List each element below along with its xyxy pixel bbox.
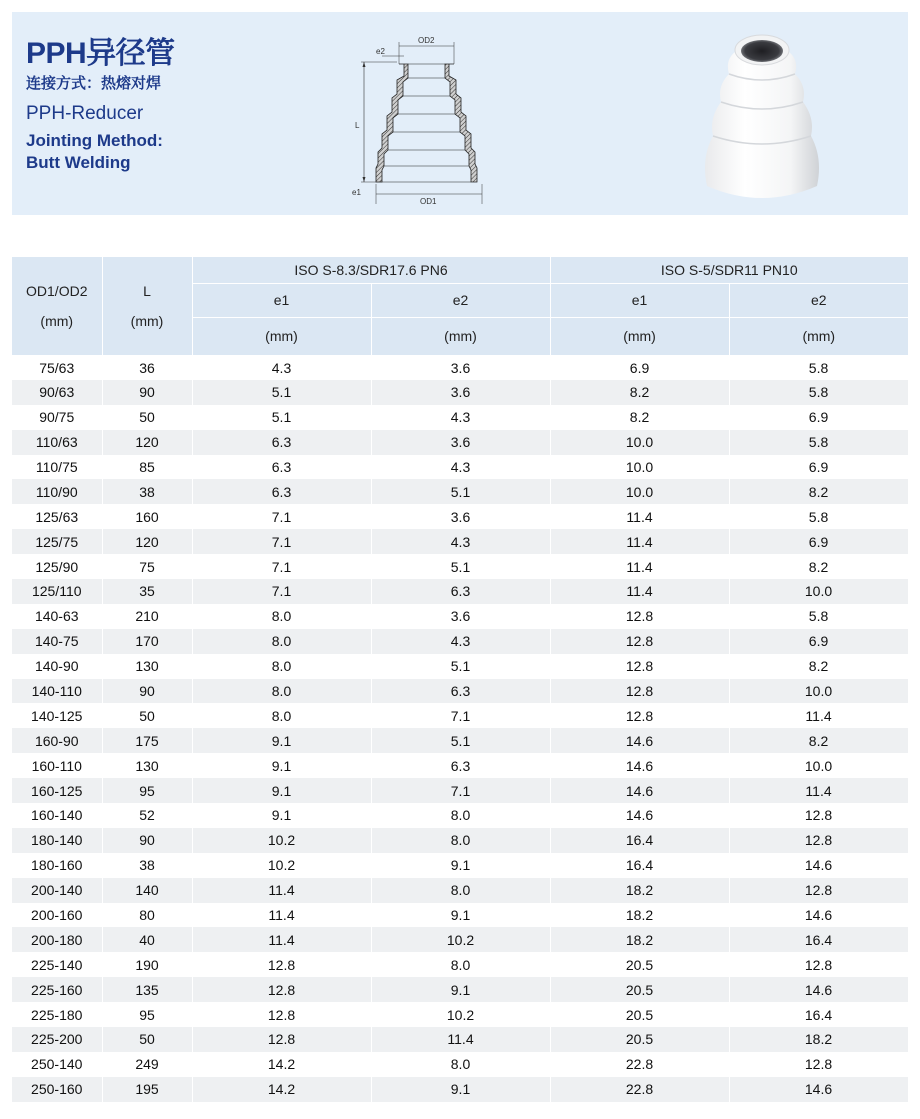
- header-unit-e1-pn6: (mm): [192, 317, 371, 355]
- cell-od: 180-140: [12, 828, 102, 853]
- cell-e2-pn6: 3.6: [371, 355, 550, 380]
- cell-e2-pn10: 6.9: [729, 529, 908, 554]
- cell-e2-pn10: 12.8: [729, 878, 908, 903]
- cell-e2-pn6: 7.1: [371, 778, 550, 803]
- product-title-cn: PPH异径管: [26, 37, 175, 70]
- table-row: [12, 977, 908, 1002]
- cell-e1-pn10: 11.4: [550, 579, 729, 604]
- cell-e2-pn10: 10.0: [729, 579, 908, 604]
- table-row: [12, 1002, 908, 1027]
- cell-e1-pn6: 12.8: [192, 1002, 371, 1027]
- header-od-label: OD1/OD2: [26, 282, 88, 299]
- cell-l: 190: [102, 952, 192, 977]
- cell-e1-pn10: 12.8: [550, 629, 729, 654]
- cell-e1-pn10: 18.2: [550, 878, 729, 903]
- cell-e1-pn10: 11.4: [550, 554, 729, 579]
- cell-e1-pn6: 14.2: [192, 1052, 371, 1077]
- cell-e1-pn6: 6.3: [192, 455, 371, 480]
- technical-drawing: [342, 24, 487, 209]
- cell-e1-pn6: 6.3: [192, 430, 371, 455]
- table-row: [12, 728, 908, 753]
- cell-e1-pn6: 8.0: [192, 629, 371, 654]
- cell-od: 180-160: [12, 853, 102, 878]
- label-e2: e2: [376, 47, 385, 56]
- cell-od: 160-90: [12, 728, 102, 753]
- cell-e1-pn6: 5.1: [192, 380, 371, 405]
- cell-e2-pn10: 8.2: [729, 554, 908, 579]
- cell-l: 38: [102, 853, 192, 878]
- cell-l: 90: [102, 380, 192, 405]
- label-e1: e1: [352, 188, 361, 197]
- table-row: [12, 1077, 908, 1102]
- cell-l: 35: [102, 579, 192, 604]
- cell-e2-pn10: 14.6: [729, 1077, 908, 1102]
- cell-e2-pn6: 7.1: [371, 703, 550, 728]
- cell-od: 140-110: [12, 679, 102, 704]
- table-row: [12, 380, 908, 405]
- cell-e2-pn10: 11.4: [729, 778, 908, 803]
- cell-e1-pn6: 11.4: [192, 903, 371, 928]
- cell-od: 250-160: [12, 1077, 102, 1102]
- cell-e1-pn6: 7.1: [192, 554, 371, 579]
- cell-l: 50: [102, 405, 192, 430]
- cell-l: 38: [102, 479, 192, 504]
- cell-e2-pn6: 3.6: [371, 604, 550, 629]
- table-row: [12, 629, 908, 654]
- cell-e1-pn10: 12.8: [550, 604, 729, 629]
- cell-e2-pn10: 5.8: [729, 504, 908, 529]
- header-e1-pn6: e1: [192, 283, 371, 317]
- cell-e2-pn10: 18.2: [729, 1027, 908, 1052]
- cell-e2-pn6: 6.3: [371, 679, 550, 704]
- cell-e2-pn10: 8.2: [729, 479, 908, 504]
- table-row: [12, 878, 908, 903]
- cell-e1-pn6: 11.4: [192, 927, 371, 952]
- cell-e1-pn10: 16.4: [550, 853, 729, 878]
- cell-e2-pn10: 11.4: [729, 703, 908, 728]
- cell-od: 200-160: [12, 903, 102, 928]
- cell-e2-pn6: 8.0: [371, 878, 550, 903]
- cell-e1-pn6: 8.0: [192, 654, 371, 679]
- header-e2-pn10: e2: [729, 283, 908, 317]
- cell-l: 75: [102, 554, 192, 579]
- cell-l: 40: [102, 927, 192, 952]
- cell-e2-pn10: 14.6: [729, 853, 908, 878]
- cell-e1-pn10: 14.6: [550, 803, 729, 828]
- cell-e2-pn10: 14.6: [729, 977, 908, 1002]
- cell-e2-pn6: 9.1: [371, 977, 550, 1002]
- table-row: [12, 554, 908, 579]
- cell-od: 125/110: [12, 579, 102, 604]
- cell-e2-pn10: 6.9: [729, 629, 908, 654]
- cell-l: 160: [102, 504, 192, 529]
- cell-e2-pn10: 5.8: [729, 355, 908, 380]
- cell-e2-pn6: 3.6: [371, 430, 550, 455]
- cell-e2-pn6: 5.1: [371, 728, 550, 753]
- cell-e1-pn10: 20.5: [550, 1002, 729, 1027]
- cell-e1-pn10: 14.6: [550, 728, 729, 753]
- cell-e1-pn10: 20.5: [550, 1027, 729, 1052]
- cell-od: 160-110: [12, 753, 102, 778]
- cell-e1-pn10: 18.2: [550, 927, 729, 952]
- cell-e2-pn10: 10.0: [729, 679, 908, 704]
- cell-od: 200-140: [12, 878, 102, 903]
- product-photo: [687, 18, 837, 208]
- cell-e2-pn6: 9.1: [371, 903, 550, 928]
- cell-l: 140: [102, 878, 192, 903]
- cell-e1-pn10: 8.2: [550, 405, 729, 430]
- cell-e1-pn10: 22.8: [550, 1077, 729, 1102]
- cell-e2-pn6: 3.6: [371, 504, 550, 529]
- spec-table: [12, 257, 909, 1102]
- cell-e1-pn6: 9.1: [192, 803, 371, 828]
- cell-e1-pn6: 11.4: [192, 878, 371, 903]
- cell-od: 250-140: [12, 1052, 102, 1077]
- cell-e2-pn6: 5.1: [371, 479, 550, 504]
- cell-e2-pn10: 12.8: [729, 803, 908, 828]
- cell-e2-pn10: 14.6: [729, 903, 908, 928]
- table-row: [12, 753, 908, 778]
- cell-e1-pn6: 9.1: [192, 753, 371, 778]
- label-od2: OD2: [418, 36, 435, 45]
- table-row: [12, 405, 908, 430]
- cell-e1-pn6: 8.0: [192, 679, 371, 704]
- cell-e2-pn10: 5.8: [729, 430, 908, 455]
- cell-e2-pn6: 4.3: [371, 629, 550, 654]
- table-row: [12, 654, 908, 679]
- cell-e1-pn6: 10.2: [192, 853, 371, 878]
- table-row: [12, 853, 908, 878]
- cell-od: 125/75: [12, 529, 102, 554]
- header-e1-pn10: e1: [550, 283, 729, 317]
- cell-e2-pn6: 9.1: [371, 1077, 550, 1102]
- cell-e2-pn6: 5.1: [371, 554, 550, 579]
- cell-e2-pn6: 8.0: [371, 952, 550, 977]
- cell-l: 120: [102, 529, 192, 554]
- cell-e2-pn10: 12.8: [729, 952, 908, 977]
- table-row: [12, 1052, 908, 1077]
- cell-e2-pn6: 4.3: [371, 529, 550, 554]
- table-row: [12, 579, 908, 604]
- cell-od: 90/75: [12, 405, 102, 430]
- cell-e2-pn10: 16.4: [729, 927, 908, 952]
- cell-e2-pn10: 12.8: [729, 1052, 908, 1077]
- cell-e2-pn6: 4.3: [371, 455, 550, 480]
- cell-od: 225-200: [12, 1027, 102, 1052]
- cell-od: 110/63: [12, 430, 102, 455]
- cell-l: 50: [102, 703, 192, 728]
- header-l: [102, 257, 192, 355]
- cell-e1-pn10: 22.8: [550, 1052, 729, 1077]
- cell-l: 130: [102, 654, 192, 679]
- header-unit-e2-pn10: (mm): [729, 317, 908, 355]
- table-row: [12, 529, 908, 554]
- table-row: [12, 927, 908, 952]
- cell-l: 135: [102, 977, 192, 1002]
- cell-e2-pn10: 10.0: [729, 753, 908, 778]
- table-row: [12, 455, 908, 480]
- cell-e1-pn6: 8.0: [192, 703, 371, 728]
- cell-e2-pn10: 6.9: [729, 405, 908, 430]
- cell-od: 140-75: [12, 629, 102, 654]
- cell-e2-pn6: 3.6: [371, 380, 550, 405]
- cell-e1-pn10: 8.2: [550, 380, 729, 405]
- jointing-method-value-en: Butt Welding: [26, 153, 131, 172]
- cell-e1-pn6: 7.1: [192, 529, 371, 554]
- table-row: [12, 679, 908, 704]
- cell-l: 95: [102, 778, 192, 803]
- cell-e1-pn10: 11.4: [550, 504, 729, 529]
- cell-e2-pn6: 4.3: [371, 405, 550, 430]
- cell-e1-pn10: 16.4: [550, 828, 729, 853]
- cell-e1-pn10: 14.6: [550, 753, 729, 778]
- label-l: L: [355, 121, 360, 130]
- cell-od: 160-140: [12, 803, 102, 828]
- table-row: [12, 430, 908, 455]
- cell-od: 125/63: [12, 504, 102, 529]
- cell-e2-pn6: 6.3: [371, 753, 550, 778]
- cell-e1-pn10: 12.8: [550, 679, 729, 704]
- cell-e1-pn10: 10.0: [550, 455, 729, 480]
- cell-l: 120: [102, 430, 192, 455]
- label-od1: OD1: [420, 197, 437, 206]
- jointing-method-cn: 连接方式：热熔对焊: [26, 75, 162, 92]
- cell-e1-pn10: 11.4: [550, 529, 729, 554]
- cell-e2-pn6: 8.0: [371, 1052, 550, 1077]
- cell-l: 36: [102, 355, 192, 380]
- cell-od: 140-63: [12, 604, 102, 629]
- table-row: [12, 604, 908, 629]
- header-unit-e2-pn6: (mm): [371, 317, 550, 355]
- cell-e2-pn6: 10.2: [371, 927, 550, 952]
- cell-e1-pn6: 9.1: [192, 728, 371, 753]
- cell-l: 80: [102, 903, 192, 928]
- table-row: [12, 803, 908, 828]
- cell-e2-pn10: 12.8: [729, 828, 908, 853]
- cell-e1-pn10: 20.5: [550, 977, 729, 1002]
- header-od-unit: (mm): [40, 312, 74, 329]
- cell-e2-pn10: 5.8: [729, 380, 908, 405]
- cell-e1-pn10: 10.0: [550, 479, 729, 504]
- jointing-method-label-en: Jointing Method:: [26, 131, 163, 150]
- cell-l: 90: [102, 828, 192, 853]
- cell-e1-pn10: 14.6: [550, 778, 729, 803]
- cell-e1-pn6: 10.2: [192, 828, 371, 853]
- table-row: [12, 355, 908, 380]
- cell-e1-pn6: 8.0: [192, 604, 371, 629]
- cell-e1-pn10: 6.9: [550, 355, 729, 380]
- header-od: [12, 257, 102, 355]
- cell-od: 75/63: [12, 355, 102, 380]
- title-block: [26, 36, 175, 174]
- cell-l: 85: [102, 455, 192, 480]
- cell-od: 160-125: [12, 778, 102, 803]
- cell-e1-pn10: 10.0: [550, 430, 729, 455]
- cell-e2-pn6: 8.0: [371, 828, 550, 853]
- cell-od: 225-180: [12, 1002, 102, 1027]
- cell-od: 140-125: [12, 703, 102, 728]
- cell-e2-pn6: 9.1: [371, 853, 550, 878]
- table-row: [12, 479, 908, 504]
- cell-e1-pn10: 12.8: [550, 703, 729, 728]
- cell-e2-pn6: 11.4: [371, 1027, 550, 1052]
- header-e2-pn6: e2: [371, 283, 550, 317]
- table-body: [12, 355, 908, 1102]
- cell-od: 110/75: [12, 455, 102, 480]
- cell-od: 200-180: [12, 927, 102, 952]
- header-group-pn10: ISO S-5/SDR11 PN10: [550, 257, 908, 283]
- header-group-pn6: ISO S-8.3/SDR17.6 PN6: [192, 257, 550, 283]
- cell-e2-pn10: 5.8: [729, 604, 908, 629]
- cell-l: 52: [102, 803, 192, 828]
- cell-od: 110/90: [12, 479, 102, 504]
- table-row: [12, 504, 908, 529]
- cell-od: 225-140: [12, 952, 102, 977]
- cell-e2-pn10: 8.2: [729, 654, 908, 679]
- cell-e2-pn10: 8.2: [729, 728, 908, 753]
- product-title-en: PPH-Reducer: [26, 103, 144, 124]
- header-l-unit: (mm): [130, 312, 164, 329]
- cell-e1-pn6: 4.3: [192, 355, 371, 380]
- cell-e2-pn6: 6.3: [371, 579, 550, 604]
- cell-e2-pn6: 5.1: [371, 654, 550, 679]
- cell-od: 140-90: [12, 654, 102, 679]
- cell-l: 175: [102, 728, 192, 753]
- header-banner: [12, 12, 908, 215]
- cell-e1-pn6: 5.1: [192, 405, 371, 430]
- cell-e1-pn6: 14.2: [192, 1077, 371, 1102]
- cell-e1-pn10: 20.5: [550, 952, 729, 977]
- cell-e2-pn10: 6.9: [729, 455, 908, 480]
- cell-od: 125/90: [12, 554, 102, 579]
- cell-e1-pn6: 12.8: [192, 1027, 371, 1052]
- cell-l: 90: [102, 679, 192, 704]
- header-unit-e1-pn10: (mm): [550, 317, 729, 355]
- cell-od: 90/63: [12, 380, 102, 405]
- table-row: [12, 903, 908, 928]
- header-l-label: L: [143, 282, 151, 299]
- cell-e1-pn6: 12.8: [192, 952, 371, 977]
- cell-l: 50: [102, 1027, 192, 1052]
- cell-e2-pn6: 10.2: [371, 1002, 550, 1027]
- cell-e1-pn10: 18.2: [550, 903, 729, 928]
- cell-e1-pn6: 12.8: [192, 977, 371, 1002]
- cell-l: 170: [102, 629, 192, 654]
- cell-e2-pn10: 16.4: [729, 1002, 908, 1027]
- cell-l: 210: [102, 604, 192, 629]
- table-row: [12, 952, 908, 977]
- cell-l: 130: [102, 753, 192, 778]
- cell-e1-pn10: 12.8: [550, 654, 729, 679]
- cell-e1-pn6: 9.1: [192, 778, 371, 803]
- table-row: [12, 828, 908, 853]
- cell-l: 195: [102, 1077, 192, 1102]
- cell-od: 225-160: [12, 977, 102, 1002]
- table-row: [12, 703, 908, 728]
- cell-e1-pn6: 6.3: [192, 479, 371, 504]
- cell-e2-pn6: 8.0: [371, 803, 550, 828]
- cell-l: 95: [102, 1002, 192, 1027]
- cell-l: 249: [102, 1052, 192, 1077]
- table-row: [12, 778, 908, 803]
- cell-e1-pn6: 7.1: [192, 579, 371, 604]
- table-row: [12, 1027, 908, 1052]
- cell-e1-pn6: 7.1: [192, 504, 371, 529]
